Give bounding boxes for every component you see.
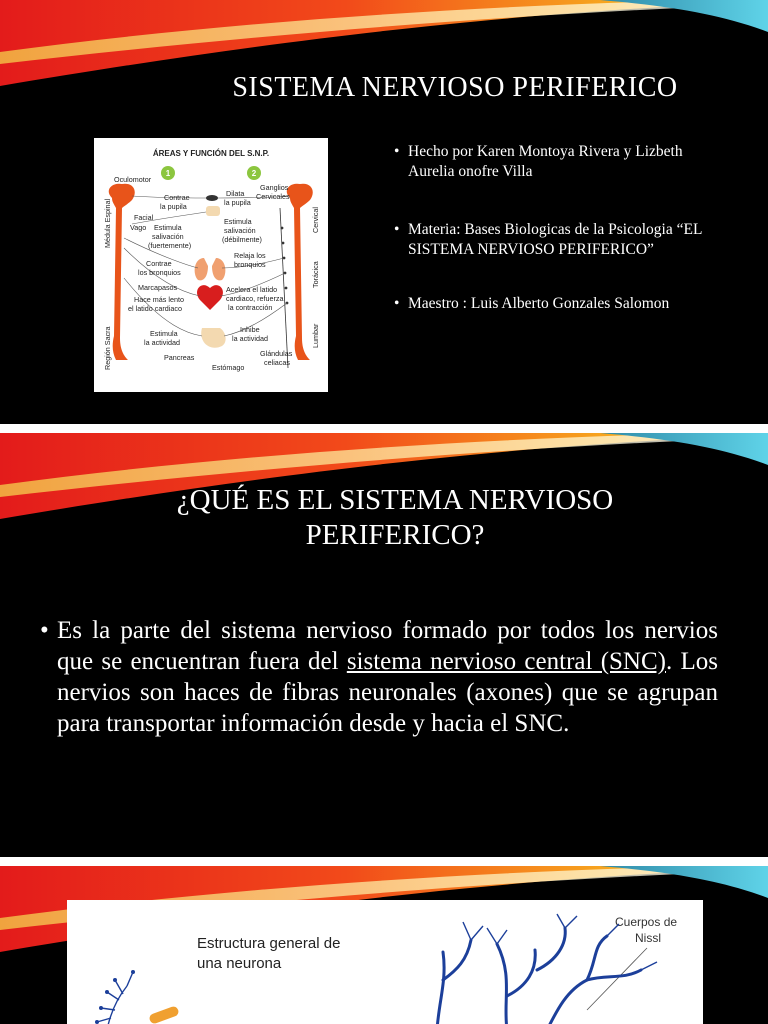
label-medula: Médula Espinal [103, 198, 112, 248]
label-acelera-3: la contracción [228, 303, 273, 312]
label-estimula-3: (fuertemente) [148, 241, 192, 250]
neuron-title-line1: Estructura general de [197, 935, 341, 952]
label-hace-2: el latido cardiaco [128, 304, 182, 313]
lungs-icon [195, 258, 226, 280]
dendrites-icon [437, 928, 641, 1024]
label-oculomotor: Oculomotor [114, 175, 152, 184]
label-contrae-bronq-2: los bronquios [138, 268, 181, 277]
label-cuerpos: Cuerpos de [615, 915, 678, 929]
label-pancreas: Pancreas [164, 353, 195, 362]
badge-2: 2 [251, 169, 257, 178]
label-contrae-bronq-1: Contrae [146, 259, 172, 268]
label-cervical: Cervical [311, 207, 320, 233]
heart-icon [197, 285, 223, 310]
label-contrae-pupila-2: la pupila [160, 202, 187, 211]
myelin-icon [148, 1005, 180, 1024]
label-vago: Vago [130, 223, 147, 232]
label-estimula-act-1: Estimula [150, 329, 178, 338]
label-lumbar: Lumbar [311, 323, 320, 348]
label-estimula-act-2: la actividad [144, 338, 180, 347]
label-estimula-1: Estimula [154, 223, 182, 232]
label-glandulas-2: celiacas [264, 358, 290, 367]
diagram-heading: ÁREAS Y FUNCIÓN DEL S.N.P. [152, 149, 270, 158]
label-dilata-2: la pupila [224, 198, 251, 207]
badge-1: 1 [165, 169, 171, 178]
slide-title: SISTEMA NERVIOSO PERIFERICO [232, 72, 678, 103]
label-nissl: Nissl [635, 931, 661, 945]
body-before: Es la parte del sistema nervioso formado por todos los nervios que se encuentran fuera del [57, 617, 718, 675]
label-marcapasos: Marcapasos [138, 283, 178, 292]
credits-teacher: • Maestro : Luis Alberto Gonzales Salomon [394, 294, 724, 314]
credits-authors: • Hecho por Karen Montoya Rivera y Lizbeth Aurelia onofre Villa [394, 142, 724, 182]
credits-subject: • Materia: Bases Biologicas de la Psicologia “EL SISTEMA NERVIOSO PERIFERICO” [394, 220, 724, 260]
label-ganglios-1: Ganglios [260, 183, 289, 192]
salivary-gland-icon [206, 206, 220, 216]
label-inhibe-2: la actividad [232, 334, 268, 343]
label-inhibe-1: Inhibe [240, 325, 260, 334]
label-estomago: Estómago [212, 363, 245, 372]
label-relaja-2: bronquios [234, 260, 266, 269]
label-acelera-1: Acelera el latido [226, 285, 278, 294]
slide-2 [0, 433, 768, 857]
slide-1 [0, 0, 768, 424]
snp-diagram [94, 138, 328, 392]
left-spinal-cord-icon [109, 184, 135, 360]
label-dilata-1: Dilata [226, 189, 245, 198]
label-region-sacra: Región Sacra [103, 326, 112, 370]
label-relaja-1: Relaja los [234, 251, 266, 260]
right-spinal-cord-icon [287, 184, 313, 360]
credits-list [394, 142, 724, 352]
stomach-icon [201, 328, 225, 348]
definition-paragraph [40, 615, 718, 739]
label-estimula-deb-3: (débilmente) [222, 235, 262, 244]
label-facial: Facial [134, 213, 154, 222]
label-estimula-2: salivación [152, 232, 184, 241]
label-estimula-deb-1: Estimula [224, 217, 252, 226]
snc-link[interactable]: sistema nervioso central (SNC) [346, 648, 666, 675]
label-acelera-2: cardiaco, refuerza [226, 294, 284, 303]
slide-3 [0, 866, 768, 1024]
neuron-diagram [67, 900, 703, 1024]
neuron-title-line2: una neurona [197, 955, 282, 972]
bullet-mark: • [40, 617, 49, 644]
label-contrae-pupila-1: Contrae [164, 193, 190, 202]
label-ganglios-2: Cervicales [256, 192, 290, 201]
body-after: . Los nervios son haces de fibras neuronales (axones) que se agrupan para transportar información desde y hacia el SNC. [57, 648, 719, 737]
slide-title: ¿QUÉ ES EL SISTEMA NERVIOSO PERIFERICO? [176, 484, 614, 551]
label-hace-1: Hace más lento [134, 295, 184, 304]
label-toracica: Torácica [311, 261, 320, 288]
eye-icon [206, 195, 218, 201]
label-estimula-deb-2: salivación [224, 226, 256, 235]
label-glandulas-1: Glándulas [260, 349, 293, 358]
